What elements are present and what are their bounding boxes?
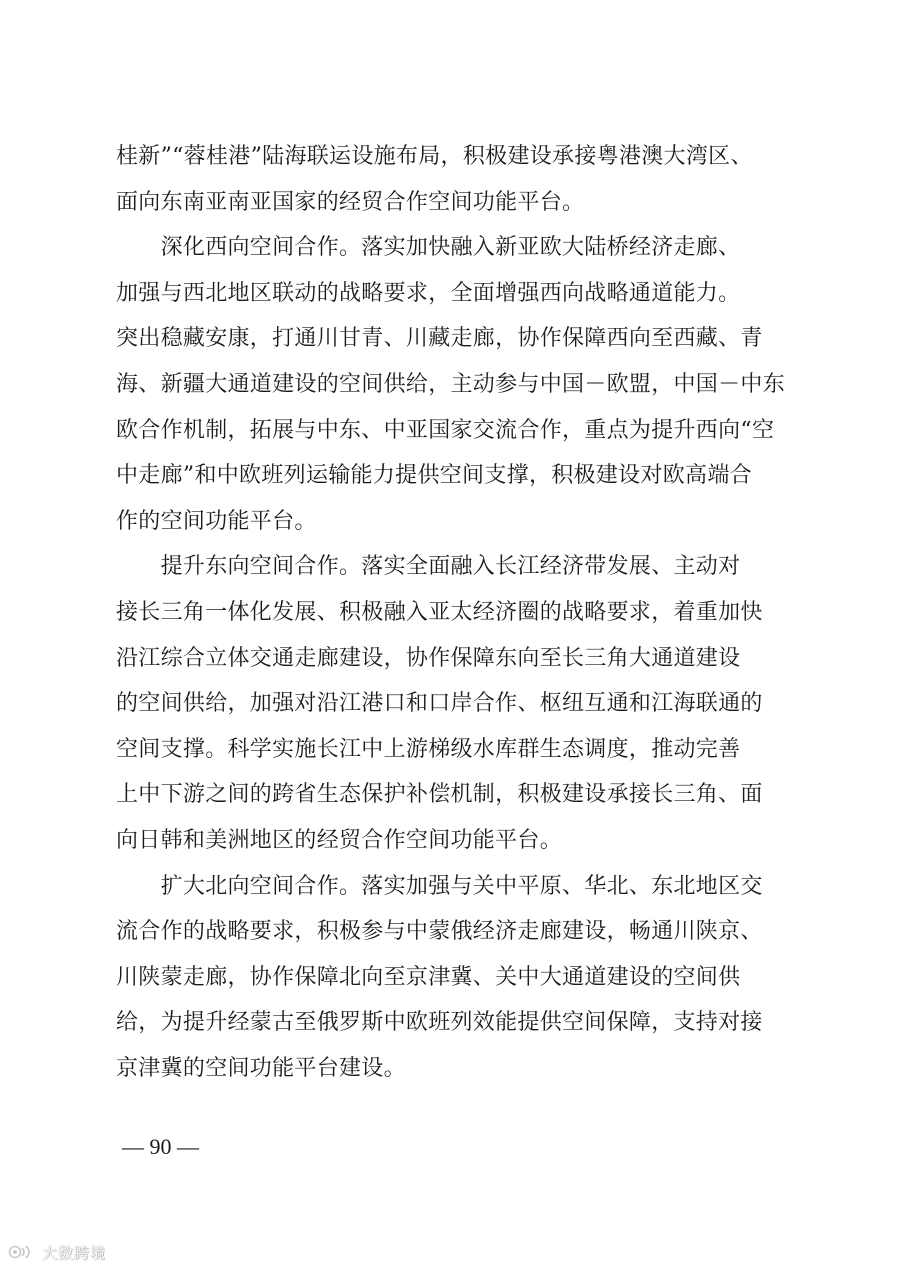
text-line: 的空间供给，加强对沿江港口和口岸合作、枢纽互通和江海联通的 <box>116 691 763 717</box>
paragraph-start-line: 扩大北向空间合作。落实加强与关中平原、华北、东北地区交 <box>116 873 763 899</box>
text-line: 给，为提升经蒙古至俄罗斯中欧班列效能提供空间保障，支持对接 <box>116 1010 763 1036</box>
text-line: 海、新疆大通道建设的空间供给，主动参与中国－欧盟，中国－中东 <box>116 371 786 397</box>
text-line: 京津冀的空间功能平台建设。 <box>116 1055 406 1081</box>
watermark-text: 大数跨境 <box>42 1243 107 1262</box>
text-line: 空间支撑。科学实施长江中上游梯级水库群生态调度，推动完善 <box>116 736 741 762</box>
text-line: 沿江综合立体交通走廊建设，协作保障东向至长三角大通道建设 <box>116 645 741 671</box>
logo-icon <box>8 1242 38 1262</box>
text-line: 流合作的战略要求，积极参与中蒙俄经济走廊建设，畅通川陕京、 <box>116 919 763 945</box>
text-line: 突出稳藏安康，打通川甘青、川藏走廊，协作保障西向至西藏、青 <box>116 326 763 352</box>
text-line: 面向东南亚南亚国家的经贸合作空间功能平台。 <box>116 189 585 215</box>
text-line: 中走廊”和中欧班列运输能力提供空间支撑，积极建设对欧高端合 <box>116 463 752 489</box>
text-line: 上中下游之间的跨省生态保护补偿机制，积极建设承接长三角、面 <box>116 782 763 808</box>
text-line: 川陕蒙走廊，协作保障北向至京津冀、关中大通道建设的空间供 <box>116 964 741 990</box>
text-line: 接长三角一体化发展、积极融入亚太经济圈的战略要求，着重加快 <box>116 599 763 625</box>
paragraph-start-line: 深化西向空间合作。落实加快融入新亚欧大陆桥经济走廊、 <box>116 235 741 261</box>
page-number: — 90 — <box>122 1134 199 1159</box>
text-line: 欧合作机制，拓展与中东、中亚国家交流合作，重点为提升西向“空 <box>116 417 775 443</box>
watermark <box>8 1240 106 1264</box>
body-text <box>116 134 796 1091</box>
text-line: 桂新”“蓉桂港”陆海联运设施布局，积极建设承接粤港澳大湾区、 <box>116 144 753 169</box>
text-line: 作的空间功能平台。 <box>116 508 317 534</box>
paragraph-start-line: 提升东向空间合作。落实全面融入长江经济带发展、主动对 <box>116 554 741 580</box>
text-line: 向日韩和美洲地区的经贸合作空间功能平台。 <box>116 827 563 853</box>
text-line: 加强与西北地区联动的战略要求，全面增强西向战略通道能力。 <box>116 280 741 306</box>
